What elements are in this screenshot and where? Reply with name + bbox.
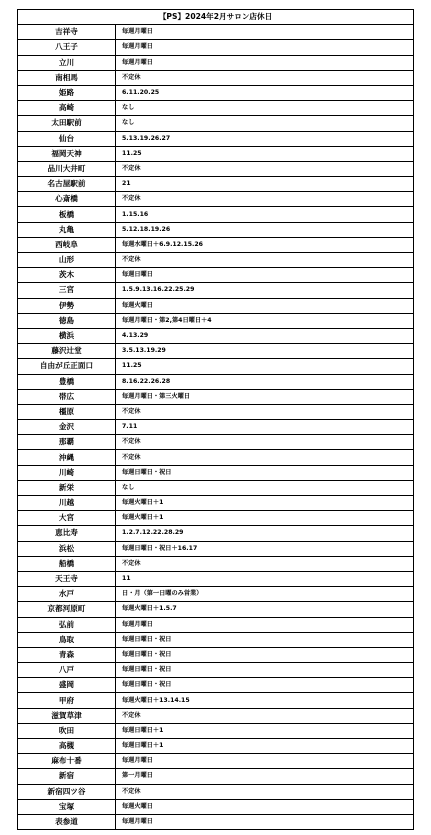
- salon-name-cell: 自由が丘正面口: [18, 359, 116, 374]
- title-row: [18, 10, 414, 25]
- table-row: [18, 814, 414, 829]
- table-row: [18, 85, 414, 100]
- salon-name-cell: 弘前: [18, 617, 116, 632]
- salon-name-cell: 高槻: [18, 739, 116, 754]
- holiday-rows: [18, 25, 414, 830]
- holiday-value-cell: 毎週日曜日・祝日: [116, 663, 414, 678]
- holiday-value-cell: 不定休: [116, 708, 414, 723]
- table-row: [18, 799, 414, 814]
- salon-name-cell: 麻布十番: [18, 754, 116, 769]
- holiday-value-cell: 1.2.7.12.22.28.29: [116, 526, 414, 541]
- holiday-value-cell: 毎週日曜日＋1: [116, 739, 414, 754]
- holiday-value-cell: 不定休: [116, 784, 414, 799]
- holiday-value-cell: 毎週月曜日: [116, 617, 414, 632]
- holiday-value-cell: 不定休: [116, 161, 414, 176]
- table-row: [18, 632, 414, 647]
- table-row: [18, 739, 414, 754]
- table-row: [18, 571, 414, 586]
- holiday-value-cell: 毎週火曜日: [116, 799, 414, 814]
- holiday-value-cell: 毎週月曜日: [116, 40, 414, 55]
- holiday-value-cell: 21: [116, 177, 414, 192]
- table-row: [18, 253, 414, 268]
- holiday-value-cell: 11.25: [116, 146, 414, 161]
- salon-name-cell: 藤沢辻堂: [18, 344, 116, 359]
- holiday-value-cell: 不定休: [116, 556, 414, 571]
- table-row: [18, 359, 414, 374]
- salon-name-cell: 那覇: [18, 435, 116, 450]
- table-row: [18, 40, 414, 55]
- salon-name-cell: 三宮: [18, 283, 116, 298]
- table-row: [18, 754, 414, 769]
- table-row: [18, 480, 414, 495]
- table-row: [18, 222, 414, 237]
- salon-name-cell: 徳島: [18, 313, 116, 328]
- salon-name-cell: 新栄: [18, 480, 116, 495]
- holiday-value-cell: 8.16.22.26.28: [116, 374, 414, 389]
- holiday-value-cell: 不定休: [116, 404, 414, 419]
- table-row: [18, 420, 414, 435]
- holiday-value-cell: 5.13.19.26.27: [116, 131, 414, 146]
- table-row: [18, 708, 414, 723]
- salon-name-cell: 太田駅前: [18, 116, 116, 131]
- table-row: [18, 647, 414, 662]
- salon-name-cell: 川越: [18, 496, 116, 511]
- salon-name-cell: 表参道: [18, 814, 116, 829]
- salon-name-cell: 品川大井町: [18, 161, 116, 176]
- holiday-value-cell: 5.12.18.19.26: [116, 222, 414, 237]
- salon-name-cell: 伊勢: [18, 298, 116, 313]
- salon-name-cell: 心斎橋: [18, 192, 116, 207]
- salon-name-cell: 立川: [18, 55, 116, 70]
- salon-name-cell: 吉祥寺: [18, 25, 116, 40]
- table-row: [18, 587, 414, 602]
- holiday-value-cell: 第一月曜日: [116, 769, 414, 784]
- holiday-value-cell: 毎週月曜日・第三火曜日: [116, 389, 414, 404]
- table-row: [18, 465, 414, 480]
- salon-name-cell: 八戸: [18, 663, 116, 678]
- salon-name-cell: 沖縄: [18, 450, 116, 465]
- table-row: [18, 131, 414, 146]
- table-row: [18, 663, 414, 678]
- salon-name-cell: 川崎: [18, 465, 116, 480]
- holiday-sheet: [17, 9, 413, 830]
- table-row: [18, 55, 414, 70]
- salon-name-cell: 橿原: [18, 404, 116, 419]
- salon-name-cell: 青森: [18, 647, 116, 662]
- salon-name-cell: 高崎: [18, 101, 116, 116]
- table-row: [18, 496, 414, 511]
- salon-name-cell: 仙台: [18, 131, 116, 146]
- holiday-value-cell: 7.11: [116, 420, 414, 435]
- holiday-value-cell: 11.25: [116, 359, 414, 374]
- table-row: [18, 723, 414, 738]
- holiday-value-cell: 毎週火曜日＋1: [116, 496, 414, 511]
- holiday-value-cell: 毎週日曜日・祝日: [116, 678, 414, 693]
- holiday-value-cell: 毎週月曜日: [116, 25, 414, 40]
- table-row: [18, 101, 414, 116]
- table-row: [18, 116, 414, 131]
- table-row: [18, 207, 414, 222]
- holiday-value-cell: なし: [116, 480, 414, 495]
- table-row: [18, 177, 414, 192]
- holiday-value-cell: 1.5.9.13.16.22.25.29: [116, 283, 414, 298]
- table-row: [18, 283, 414, 298]
- holiday-value-cell: 11: [116, 571, 414, 586]
- table-row: [18, 450, 414, 465]
- table-row: [18, 602, 414, 617]
- salon-name-cell: 金沢: [18, 420, 116, 435]
- salon-name-cell: 南相馬: [18, 70, 116, 85]
- holiday-value-cell: 毎週火曜日＋13.14.15: [116, 693, 414, 708]
- table-row: [18, 344, 414, 359]
- holiday-value-cell: なし: [116, 116, 414, 131]
- holiday-value-cell: 毎週日曜日＋1: [116, 723, 414, 738]
- table-row: [18, 161, 414, 176]
- salon-name-cell: 新宿: [18, 769, 116, 784]
- salon-name-cell: 浜松: [18, 541, 116, 556]
- holiday-value-cell: 不定休: [116, 192, 414, 207]
- table-row: [18, 313, 414, 328]
- salon-name-cell: 恵比寿: [18, 526, 116, 541]
- salon-name-cell: 横浜: [18, 328, 116, 343]
- table-row: [18, 526, 414, 541]
- table-row: [18, 146, 414, 161]
- holiday-value-cell: 4.13.29: [116, 328, 414, 343]
- table-row: [18, 617, 414, 632]
- salon-name-cell: 甲府: [18, 693, 116, 708]
- holiday-value-cell: 日・月（第一日曜のみ営業）: [116, 587, 414, 602]
- salon-name-cell: 大宮: [18, 511, 116, 526]
- salon-name-cell: 鳥取: [18, 632, 116, 647]
- salon-name-cell: 名古屋駅前: [18, 177, 116, 192]
- table-row: [18, 435, 414, 450]
- holiday-value-cell: 毎週日曜日・祝日＋16.17: [116, 541, 414, 556]
- salon-name-cell: 宝塚: [18, 799, 116, 814]
- salon-name-cell: 新宿四ツ谷: [18, 784, 116, 799]
- salon-name-cell: 茨木: [18, 268, 116, 283]
- salon-name-cell: 西岐阜: [18, 237, 116, 252]
- table-row: [18, 268, 414, 283]
- salon-name-cell: 板橋: [18, 207, 116, 222]
- holiday-value-cell: 不定休: [116, 70, 414, 85]
- holiday-value-cell: 3.5.13.19.29: [116, 344, 414, 359]
- salon-name-cell: 豊橋: [18, 374, 116, 389]
- holiday-value-cell: 毎週日曜日・祝日: [116, 465, 414, 480]
- table-row: [18, 237, 414, 252]
- holiday-value-cell: 不定休: [116, 253, 414, 268]
- salon-name-cell: 丸亀: [18, 222, 116, 237]
- holiday-value-cell: 毎週月曜日・第2,第4日曜日＋4: [116, 313, 414, 328]
- table-row: [18, 70, 414, 85]
- table-row: [18, 389, 414, 404]
- salon-name-cell: 山形: [18, 253, 116, 268]
- salon-name-cell: 吹田: [18, 723, 116, 738]
- holiday-value-cell: 毎週火曜日: [116, 298, 414, 313]
- salon-name-cell: 水戸: [18, 587, 116, 602]
- holiday-value-cell: 1.15.16: [116, 207, 414, 222]
- holiday-value-cell: 6.11.20.25: [116, 85, 414, 100]
- holiday-value-cell: 毎週火曜日＋1.5.7: [116, 602, 414, 617]
- holiday-value-cell: 毎週日曜日・祝日: [116, 632, 414, 647]
- table-row: [18, 298, 414, 313]
- holiday-value-cell: なし: [116, 101, 414, 116]
- salon-name-cell: 福岡天神: [18, 146, 116, 161]
- table-row: [18, 693, 414, 708]
- table-row: [18, 404, 414, 419]
- sheet-title: 【PS】2024年2月サロン店休日: [18, 10, 414, 25]
- holiday-value-cell: 毎週火曜日＋1: [116, 511, 414, 526]
- holiday-value-cell: 毎週日曜日: [116, 268, 414, 283]
- holiday-table: [17, 9, 414, 830]
- holiday-value-cell: 毎週月曜日: [116, 814, 414, 829]
- table-row: [18, 374, 414, 389]
- holiday-value-cell: 毎週日曜日・祝日: [116, 647, 414, 662]
- table-row: [18, 328, 414, 343]
- holiday-value-cell: 不定休: [116, 450, 414, 465]
- holiday-value-cell: 毎週月曜日: [116, 55, 414, 70]
- salon-name-cell: 八王子: [18, 40, 116, 55]
- table-row: [18, 511, 414, 526]
- table-row: [18, 769, 414, 784]
- salon-name-cell: 盛岡: [18, 678, 116, 693]
- table-row: [18, 784, 414, 799]
- holiday-value-cell: 毎週水曜日＋6.9.12.15.26: [116, 237, 414, 252]
- table-row: [18, 25, 414, 40]
- salon-name-cell: 帯広: [18, 389, 116, 404]
- holiday-value-cell: 不定休: [116, 435, 414, 450]
- table-row: [18, 541, 414, 556]
- table-row: [18, 678, 414, 693]
- salon-name-cell: 滋賀草津: [18, 708, 116, 723]
- salon-name-cell: 姫路: [18, 85, 116, 100]
- salon-name-cell: 京都河原町: [18, 602, 116, 617]
- salon-name-cell: 船橋: [18, 556, 116, 571]
- holiday-value-cell: 毎週月曜日: [116, 754, 414, 769]
- table-row: [18, 556, 414, 571]
- table-row: [18, 192, 414, 207]
- salon-name-cell: 天王寺: [18, 571, 116, 586]
